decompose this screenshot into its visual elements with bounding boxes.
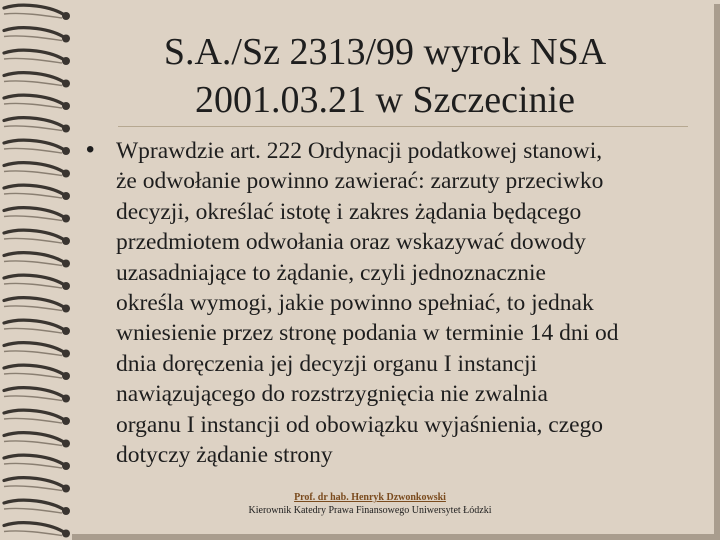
body-line: decyzji, określać istotę i zakres żądania będącego <box>116 198 582 225</box>
title-line: 2001.03.21 w Szczecinie <box>195 79 575 121</box>
spiral-ring-shadow <box>4 463 62 468</box>
bullet-icon: • <box>86 136 95 163</box>
footer-author-link[interactable]: Prof. dr hab. Henryk Dzwonkowski <box>294 492 446 503</box>
body-line: dnia doręczenia jej decyzji organu I instancji <box>116 350 538 377</box>
title-divider <box>118 126 688 127</box>
spiral-ring-shadow <box>4 373 62 378</box>
spiral-ring-shadow <box>4 418 62 423</box>
spiral-ring-shadow <box>4 36 62 41</box>
body-line: dotyczy żądanie strony <box>116 442 333 469</box>
spiral-ring-shadow <box>4 486 62 491</box>
spiral-ring-shadow <box>4 58 62 63</box>
slide-title <box>95 28 675 124</box>
spiral-ring-shadow <box>4 148 62 153</box>
spiral-ring-shadow <box>4 126 62 131</box>
body-line: określa wymogi, jakie powinno spełniać, to jednak <box>116 290 594 317</box>
spiral-ring-shadow <box>4 193 62 198</box>
spiral-ring-shadow <box>4 396 62 401</box>
body-line: Wprawdzie art. 222 Ordynacji podatkowej stanowi, <box>116 138 603 164</box>
spiral-binding-icon <box>0 0 90 540</box>
spiral-ring-shadow <box>4 261 62 266</box>
spiral-ring-shadow <box>4 508 62 513</box>
spiral-ring-shadow <box>4 238 62 243</box>
body-line: wniesienie przez stronę podania w terminie 14 dni od <box>116 320 619 347</box>
title-line: S.A./Sz 2313/99 wyrok NSA <box>163 31 607 73</box>
footer <box>210 491 530 517</box>
spiral-ring-shadow <box>4 306 62 311</box>
footer-affiliation: Kierownik Katedry Prawa Finansowego Uniwersytet Łódzki <box>248 505 492 516</box>
spiral-ring-shadow <box>4 171 62 176</box>
body-line: nawiązującego do rozstrzygnięcia nie zwalnia <box>116 381 548 408</box>
spiral-ring-shadow <box>4 13 62 18</box>
body-line: organu I instancji od obowiązku wyjaśnienia, czego <box>116 411 604 438</box>
body-line: uzasadniające to żądanie, czyli jednoznacznie <box>116 259 546 286</box>
spiral-ring-shadow <box>4 103 62 108</box>
spiral-ring-shadow <box>4 441 62 446</box>
spiral-ring-shadow <box>4 531 62 536</box>
spiral-ring-shadow <box>4 81 62 86</box>
body-text <box>116 136 716 470</box>
spiral-ring-shadow <box>4 283 62 288</box>
body-line: przedmiotem odwołania oraz wskazywać dowody <box>116 229 586 256</box>
body-line: że odwołanie powinno zawierać: zarzuty przeciwko <box>116 168 604 195</box>
spiral-ring-shadow <box>4 351 62 356</box>
spiral-ring-shadow <box>4 328 62 333</box>
spiral-ring-shadow <box>4 216 62 221</box>
